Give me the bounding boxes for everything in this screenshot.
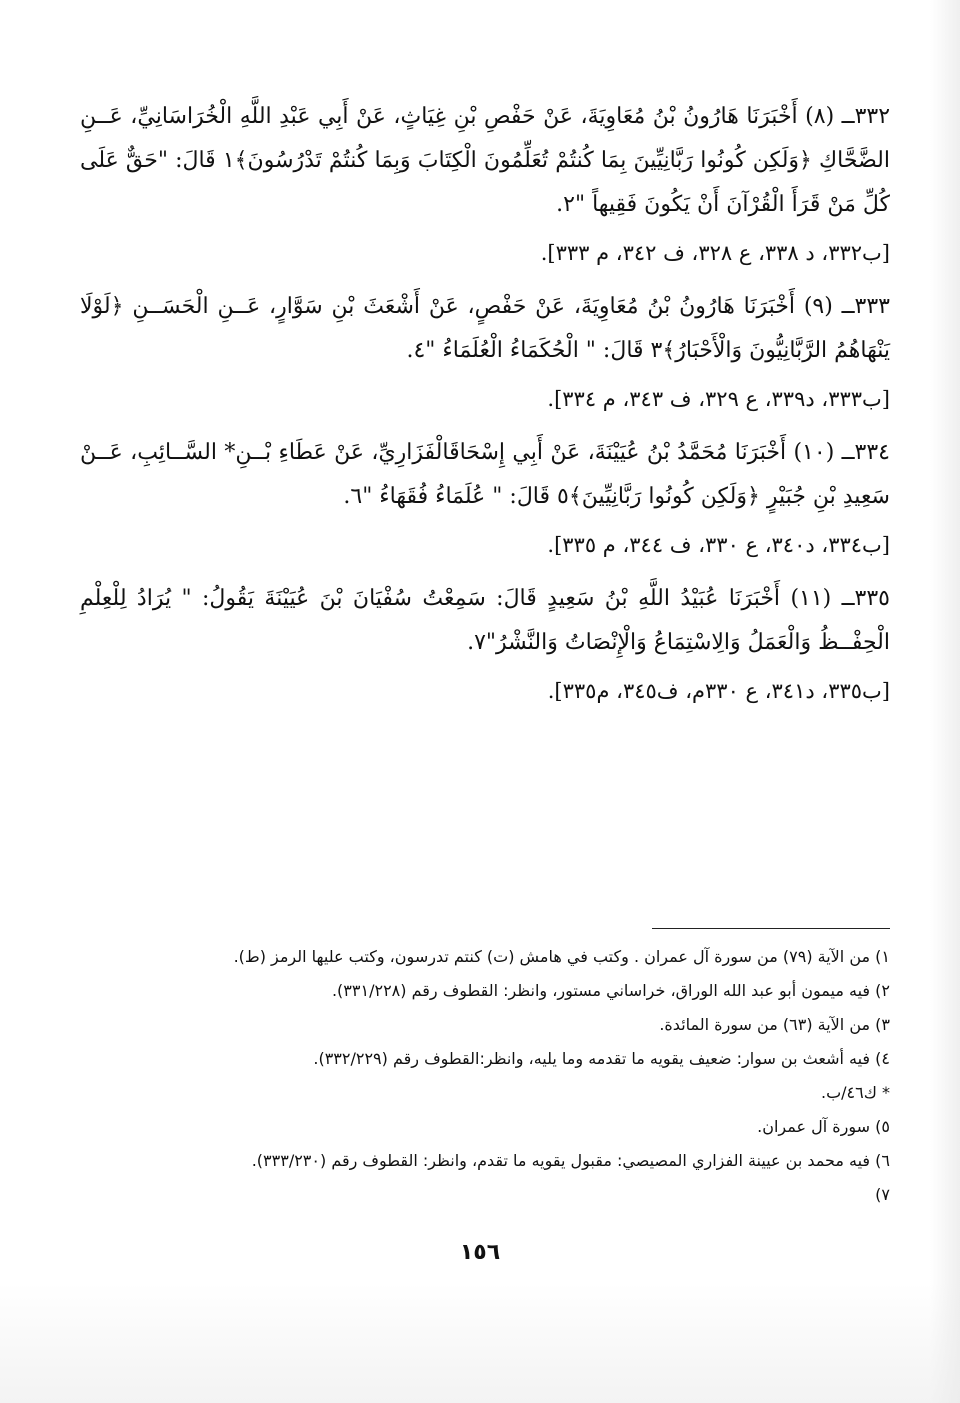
footnotes [80,940,890,1212]
reference-332: [ب٣٣٢، د ٣٣٨، ع ٣٢٨، ف ٣٤٢، م ٣٣٣]. [540,241,890,265]
page-edge-shading [930,0,960,1403]
reference-333: [ب٣٣٣، د٣٣٩، ع ٣٢٩، ف ٣٤٣، م ٣٣٤]. [547,387,890,411]
footnote-6: ٦) فيه محمد بن عيينة الفزاري المصيصي: مقبول يقويه ما تقدم، وانظر: القطوف رقم (٣٣٣/٢٣٠). [251,1151,890,1170]
footnote-5: ٥) سورة آل عمران. [757,1117,890,1136]
hadith-333: ٣٣٣ــ (٩) أَخْبَرَنَا هَارُونُ بْنُ مُعَاوِيَةَ، عَنْ حَفْصٍ، عَنْ أَشْعَثَ بْنِ سَوَّارٍ، عَــنِ الْحَسَــنِ ﴿لَوْلَا يَنْهَاهُمُ الرَّبَّانِيُّونَ وَالْأَحْبَارُ﴾٣ قَالَ: " الْحُكَمَاءُ الْعُلَمَاءُ "٤. [80,294,890,363]
footnote-7: ٧) [875,1185,890,1204]
hadith-332: ٣٣٢ــ (٨) أَخْبَرَنَا هَارُونُ بْنُ مُعَاوِيَةَ، عَنْ حَفْصِ بْنِ غِيَاثٍ، عَنْ أَبِي عَبْدِ اللَّهِ الْخُرَاسَانِيِّ، عَــنِ الضَّحَّاكِ ﴿وَلَكِن كُونُوا رَبَّانِيِّينَ بِمَا كُنتُمْ تُعَلِّمُونَ الْكِتَابَ وَبِمَا كُنتُمْ تَدْرُسُونَ﴾١ قَالَ: "حَقٌّ عَلَى كُلِّ مَنْ قَرَأَ الْقُرْآنَ أَنْ يَكُونَ فَقِيهاً "٢. [80,104,891,217]
reference-335: [ب٣٣٥، د٣٤١، ع ٣٣٠م، ف٣٤٥، م٣٣٥]. [547,679,890,703]
footnote-2: ٢) فيه ميمون أبو عبد الله الوراق، خراساني مستور، وانظر: القطوف رقم (٣٣١/٢٢٨). [331,981,890,1000]
main-text [80,95,890,723]
page-bottom-shading [0,1283,960,1403]
footnote-3: ٣) من الآية (٦٣) من سورة المائدة. [659,1015,890,1034]
footnote-1: ١) من الآية (٧٩) من سورة آل عمران . وكتب في هامش (ت) كنتم تدرسون، وكتب عليها الرمز (ط). [233,947,890,966]
hadith-334: ٣٣٤ــ (١٠) أَخْبَرَنَا مُحَمَّدُ بْنُ عُيَيْنَةَ، عَنْ أَبِي إِسْحَاقَالْفَزَارِيِّ، عَنْ عَطَاءِ بْــنِ* السَّــائِبِ، عَــنْ سَعِيدِ بْنِ جُبَيْرٍ ﴿وَلَكِن كُونُوا رَبَّانِيِّينَ﴾٥ قَالَ: " عُلَمَاءُ فُقَهَاءُ "٦. [80,440,890,509]
footnote-star: * ك٤٦/ب. [820,1083,890,1102]
page-number: ١٥٦ [459,1240,501,1265]
hadith-335: ٣٣٥ــ (١١) أَخْبَرَنَا عُبَيْدُ اللَّهِ بْنُ سَعِيدٍ قَالَ: سَمِعْتُ سُفْيَانَ بْنَ عُيَيْنَةَ يَقُولُ: " يُرَادُ لِلْعِلْمِ الْحِفْــظُ وَالْعَمَلُ وَالِاسْتِمَاعُ وَالْإِنْصَاتُ وَالنَّشْرُ"٧. [80,586,890,655]
footnote-4: ٤) فيه أشعث بن سوار: ضعيف يقويه ما تقدمه وما يليه، وانظر:القطوف رقم (٣٣٢/٢٢٩). [313,1049,890,1068]
reference-334: [ب٣٣٤، د٣٤٠، ع ٣٣٠، ف ٣٤٤، م ٣٣٥]. [547,533,890,557]
footnote-separator [652,928,890,929]
